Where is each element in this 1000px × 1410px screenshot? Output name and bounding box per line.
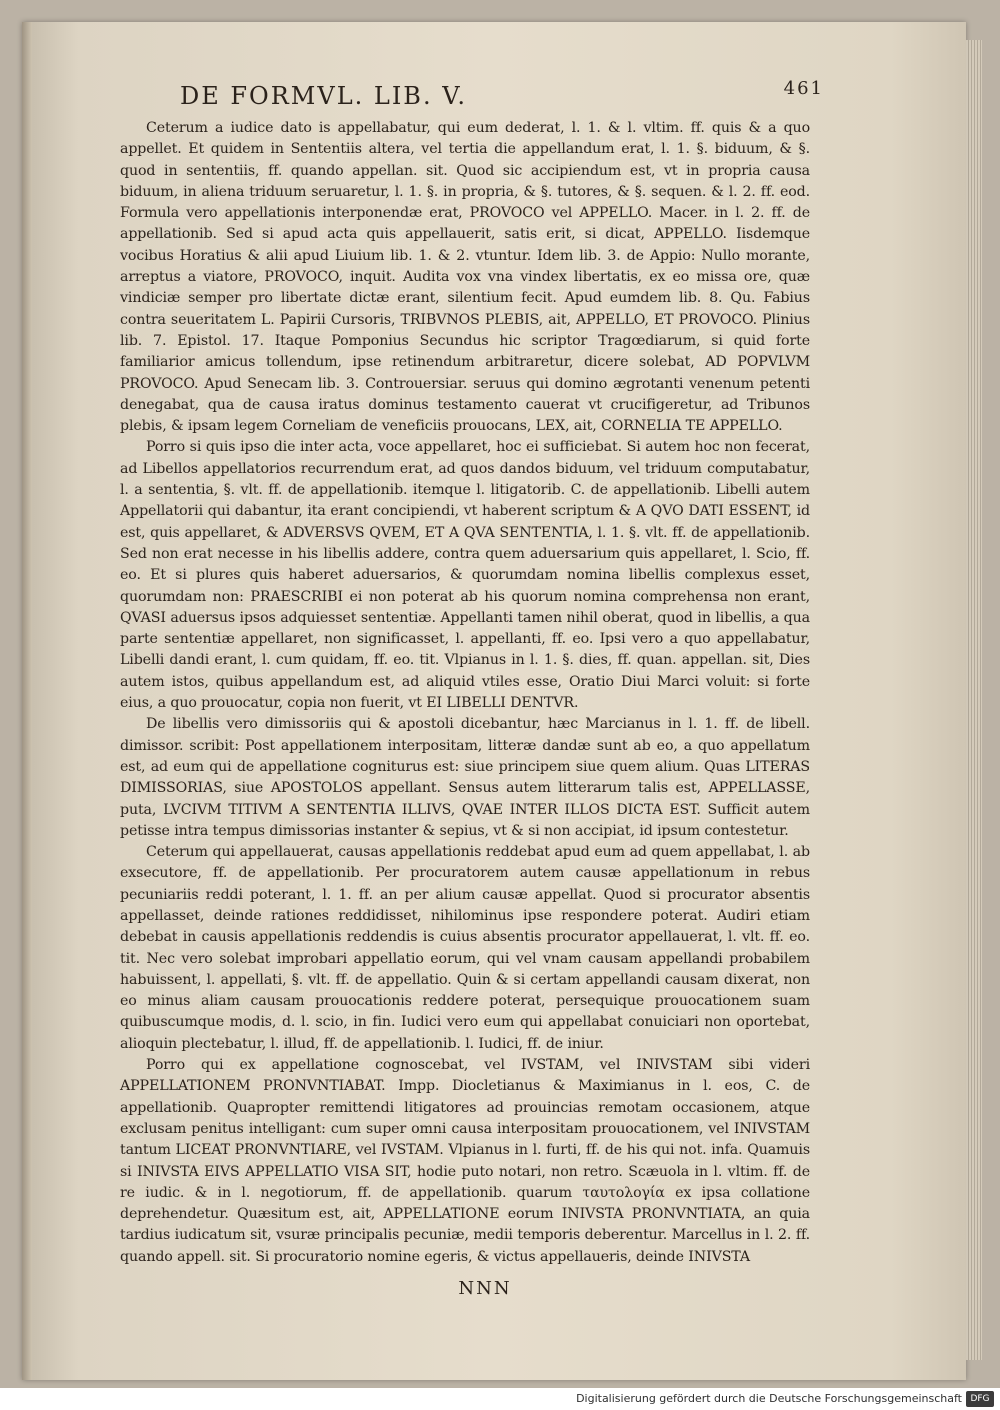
running-head-title: DE FORMVL. LIB. V. [180,82,467,110]
paragraph: De libellis vero dimissoriis qui & apostoli dicebantur, hæc Marcianus in l. 1. ff. de libell. dimissor. scribit: Post appellationem interpositam, litteræ dandæ sunt ab eo, a quo appellatum est, ad eum qui de appellatione cogniturus est: siue principem siue quem alium. Quas LITERAS DIMISSORIAS, siue APOSTOLOS appellant. Sensus autem litterarum talis est, APPELLASSE, puta, LVCIVM TITIVM A SENTENTIA ILLIVS, QVAE INTER ILLOS DICTA EST. Sufficit autem petisse intra tempus dimissorias instanter & sepius, vt & si non accipiat, id ipsum contestetur. [120,716,810,839]
dfg-logo: DFG [966,1391,994,1407]
body-text [120,118,810,1268]
page-content [120,78,824,1300]
footer-bar [0,1388,1000,1410]
running-head [120,78,824,114]
paragraph: Porro si quis ipso die inter acta, voce appellaret, hoc ei sufficiebat. Si autem hoc non fecerat, ad Libellos appellatorios recurrendum erat, ad quos dandos biduum, vel triduum computabatur, l. a sententia, §. vlt. ff. de appellationib. itemque l. litigatorib. C. de appellationib. Libelli autem Appellatorii qui dabantur, ita erant concipiendi, vt haberent scriptum & A QVO DATI ESSENT, id est, quis appellaret, & ADVERSVS QVEM, ET A QVA SENTENTIA, l. 1. §. vlt. ff. de appellationib. Sed non erat necesse in his libellis addere, contra quem aduersarium quis appellaret, l. Scio, ff. eo. Et si plures quis haberet aduersarios, & quorumdam nomina libellis complexus esset, quorumdam non: PRAESCRIBI ei non poterat ab his quorum nomina comprehensa non erant, QVASI aduersus ipsos adquiesset sententiæ. Appellanti tamen nihil oberat, quod in libellis, a qua parte sententiæ appellaret, non significasset, l. appellanti, ff. eo. Ipsi vero a quo appellabatur, Libelli dandi erant, l. cum quidam, ff. eo. tit. Vlpianus in l. 1. §. dies, ff. quan. appellan. sit, Dies autem istos, quibus appellandum est, ad aliquid vtiles esse, Oratio Diui Marci voluit: si forte eius, a quo prouocatur, copia non fuerit, vt EI LIBELLI DENTVR. [120,439,810,712]
signature-mark: NNN [458,1278,512,1300]
page-edges [966,40,982,1360]
paragraph: Ceterum qui appellauerat, causas appellationis reddebat apud eum ad quem appellabat, l. ab exsecutore, ff. de appellationib. Per procuratorem autem causæ appellationum in rebus pecuniariis reddi poterant, l. 1. ff. an per alium causæ appellat. Quod si procurator absentis appellasset, deinde rationes reddidisset, nihilominus ipse respondere poterat. Audiri etiam debebat in causis appellationis reddendis is cuius absentis procurator appellauerat, l. vlt. ff. eo. tit. Nec vero solebat improbari appellatio eorum, qui vel vnam causam appellandi probabilem habuissent, l. appellati, §. vlt. ff. de appellatio. Quin & si certam appellandi causam dixerat, non eo minus aliam causam prouocationis reddere poterat, persequique prouocationem suam quibuscumque modis, d. l. scio, in fin. Iudici vero eum qui appellabat conuiciari non oportebat, alioquin plectebatur, l. illud, ff. de appellationib. l. Iudici, ff. de iniur. [120,844,810,1052]
paragraph: Porro qui ex appellatione cognoscebat, vel IVSTAM, vel INIVSTAM sibi videri APPELLATIONEM PRONVNTIABAT. Impp. Diocletianus & Maximianus in l. eos, C. de appellationib. Quapropter remittendi litigatores ad prouincias remotam occasionem, atque exclusam penitus intelligant: cum super omni causa interpositam prouocationem, vel INIVSTAM tantum LICEAT PRONVNTIARE, vel IVSTAM. Vlpianus in l. furti, ff. de his qui not. infa. Quamuis si INIVSTA EIVS APPELLATIO VISA SIT, hodie puto notari, non retro. Scæuola in l. vltim. ff. de re iudic. & in l. negotiorum, ff. de appellationib. quarum ταυτολογία ex ipsa collatione deprehendetur. Quæsitum est, ait, APPELLATIONE eorum INIVSTA PRONVNTIATA, an quia tardius iudicatum sit, vsuræ principalis pecuniæ, medii temporis deberentur. Marcellus in l. 2. ff. quando appell. sit. Si procuratorio nomine egeris, & victus appellaueris, deinde INIVSTA [120,1057,810,1265]
book-spine [22,22,32,1380]
funding-note: Digitalisierung gefördert durch die Deutsche Forschungsgemeinschaft [576,1392,962,1405]
book-page [22,22,966,1380]
paragraph: Ceterum a iudice dato is appellabatur, qui eum dederat, l. 1. & l. vltim. ff. quis & a quo appellet. Et quidem in Sententiis altera, vel tertia die appellandum erat, l. 1. §. biduum, & §. quod in sententiis, ff. quando appellan. sit. Quod sic accipiendum est, vt in propria causa biduum, in aliena triduum seruaretur, l. 1. §. in propria, & §. tutores, & §. sequen. & l. 2. ff. eod. Formula vero appellationis interponendæ erat, PROVOCO vel APPELLO. Macer. in l. 2. ff. de appellationib. Sed si apud acta quis appellauerit, satis erit, si dicat, APPELLO. Iisdemque vocibus Horatius & alii apud Liuium lib. 1. & 2. vtuntur. Idem lib. 3. de Appio: Nullo morante, arreptus a viatore, PROVOCO, inquit. Audita vox vna vindex libertatis, ex eo missa ore, quæ vindiciæ semper pro libertate dictæ erant, silentium fecit. Apud eumdem lib. 8. Qu. Fabius contra seueritatem L. Papirii Cursoris, TRIBVNOS PLEBIS, ait, APPELLO, ET PROVOCO. Plinius lib. 7. Epistol. 17. Itaque Pomponius Secundus hic scriptor Tragœdiarum, si quid forte familiarior amicus tollendum, ipse retinendum arbitraretur, dicere solebat, AD POPVLVM PROVOCO. Apud Senecam lib. 3. Controuersiar. seruus qui domino ægrotanti venenum petenti denegabat, qua de causa iratus dominus testamento cauerat vt crucifigeretur, ad Tribunos plebis, & ipsam legem Corneliam de veneficiis prouocans, LEX, ait, CORNELIA TE APPELLO. [120,120,810,435]
page-number: 461 [783,78,824,99]
